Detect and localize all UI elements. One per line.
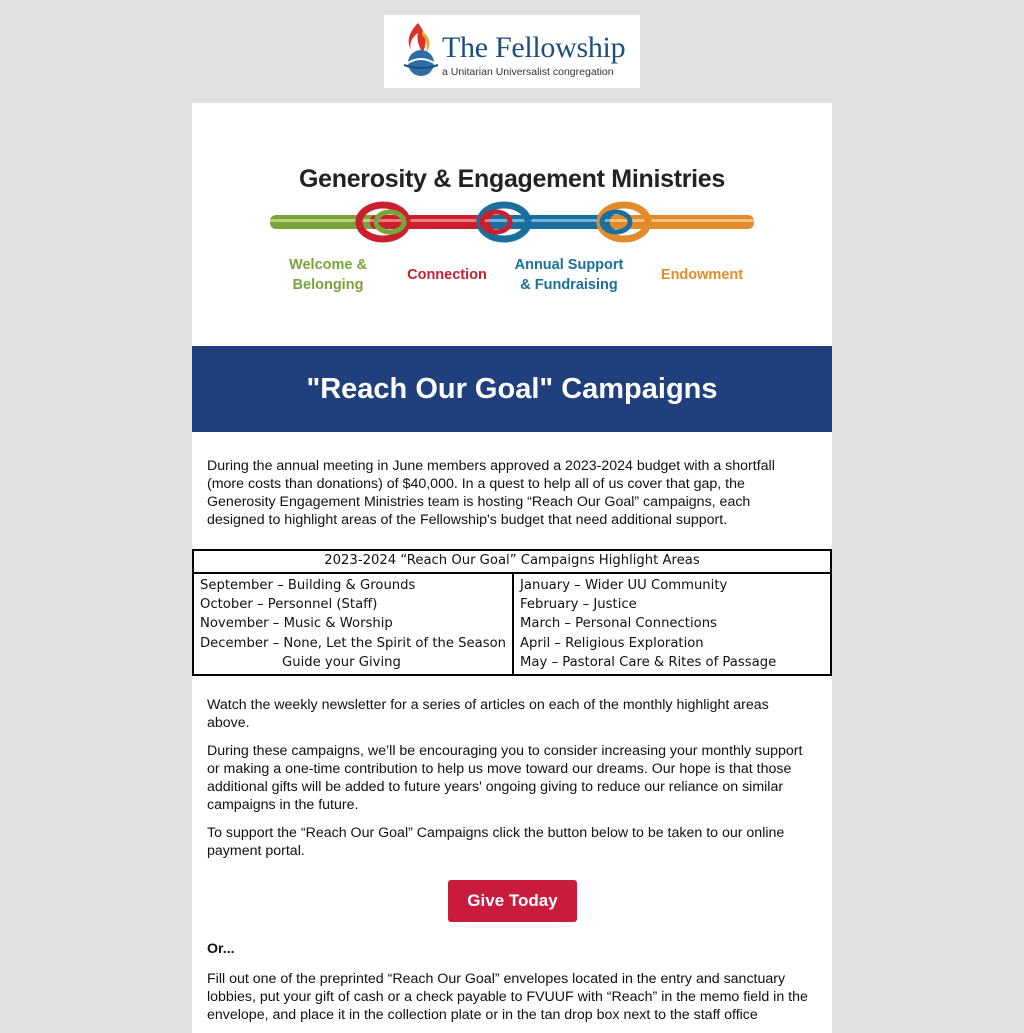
ministry-connection: Connection: [407, 267, 487, 283]
ministries-hero-graphic: [192, 103, 832, 346]
table-cell: April – Religious Exploration: [520, 635, 704, 651]
newsletter-paragraph: Watch the weekly newsletter for a series of articles on each of the monthly highlight areas above.: [207, 697, 769, 731]
highlight-areas-table: [192, 549, 832, 676]
envelope-paragraph: Fill out one of the preprinted “Reach Our Goal” envelopes located in the entry and sanctuary lobbies, put your gift of cash or a check payable to FVUUF with “Reach” in the memo field in the envelope, and place it in the collection plate or in the tan drop box next to the staff office: [207, 971, 808, 1023]
ministry-annual-support: Annual Support & Fundraising: [514, 257, 624, 293]
table-column-fall: [194, 574, 514, 676]
table-cell: December – None, Let the Spirit of the Season: [200, 635, 507, 651]
table-cell: March – Personal Connections: [520, 616, 717, 632]
chalice-flame-icon: [396, 19, 446, 83]
knotted-ropes-illustration: [270, 201, 754, 245]
campaign-banner: [192, 346, 832, 432]
fellowship-logo[interactable]: [384, 15, 640, 88]
campaigns-paragraph: During these campaigns, we’ll be encouraging you to consider increasing your monthly support or making a one-time contribution to help us move toward our dreams. Our hope is that those additional gifts will be added to future years' ongoing giving to reduce our reliance on similar campaigns in the future.: [207, 743, 803, 813]
ministry-endowment: Endowment: [660, 267, 744, 283]
table-cell: September – Building & Grounds: [200, 578, 416, 593]
table-cell: May – Pastoral Care & Rites of Passage: [520, 654, 777, 670]
table-cell: October – Personnel (Staff): [200, 597, 378, 613]
give-today-button[interactable]: Give Today: [448, 880, 577, 922]
table-cell: Guide your Giving: [282, 654, 401, 670]
banner-title: "Reach Our Goal" Campaigns: [306, 372, 718, 405]
logo-title: The Fellowship: [442, 31, 626, 64]
intro-paragraph: During the annual meeting in June members approved a 2023-2024 budget with a shortfall (more costs than donations) of $40,000. In a quest to help all of us cover that gap, the Generosity Engagement Ministries team is hosting “Reach Our Goal” campaigns, each designed to highlight areas of the Fellowship's budget that need additional support.: [207, 458, 775, 528]
logo-subtitle: a Unitarian Universalist congregation: [442, 66, 614, 78]
hero-title: Generosity & Engagement Ministries: [298, 165, 726, 193]
support-paragraph: To support the “Reach Our Goal” Campaigns click the button below to be taken to our online payment portal.: [207, 825, 785, 859]
table-cell: January – Wider UU Community: [520, 578, 728, 593]
email-card: [192, 103, 832, 1033]
table-cell: February – Justice: [520, 597, 637, 613]
table-header: 2023-2024 “Reach Our Goal” Campaigns Highlight Areas: [194, 551, 830, 574]
table-column-spring: [514, 574, 830, 676]
or-label: Or...: [207, 941, 235, 957]
table-cell: November – Music & Worship: [200, 616, 393, 632]
ministry-welcome-belonging: Welcome & Belonging: [289, 257, 367, 293]
